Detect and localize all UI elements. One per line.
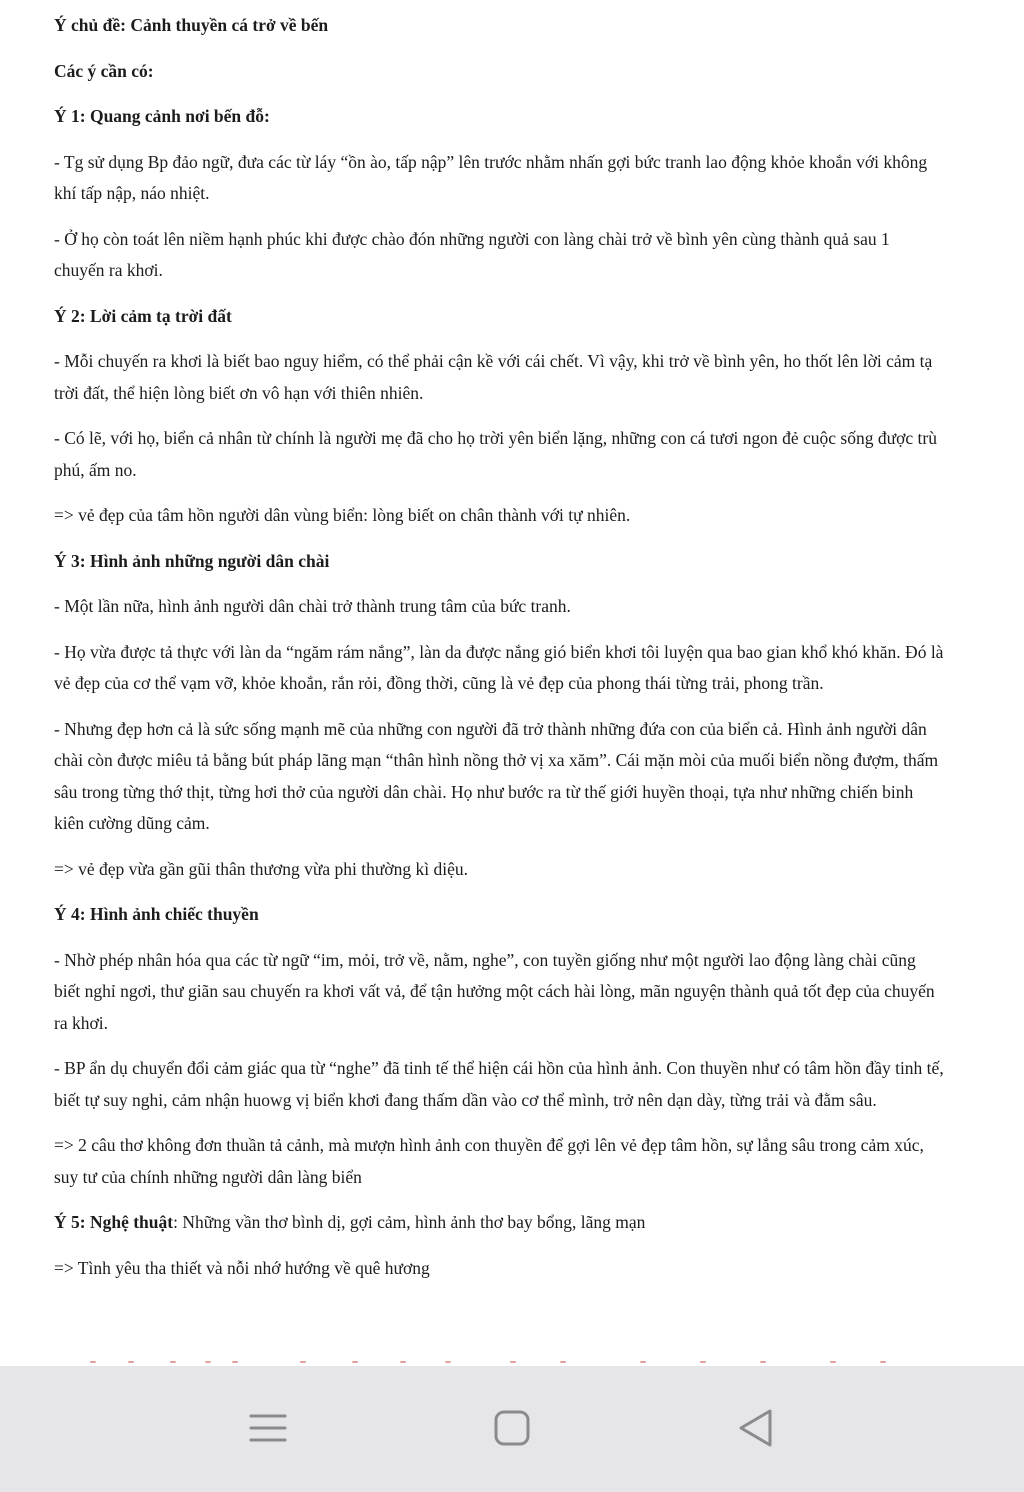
- cut-off-text-fragment: [510, 1361, 516, 1363]
- topic-line: [54, 10, 944, 42]
- topic-text: Cảnh thuyền cá trở về bến: [130, 15, 329, 35]
- cut-off-text-fragment: [830, 1361, 836, 1363]
- idea3-summary: => vẻ đẹp vừa gần gũi thân thương vừa phi thường kì diệu.: [54, 858, 468, 879]
- cut-off-text-fragment: [170, 1361, 176, 1363]
- idea2-paragraph: - Mỗi chuyến ra khơi là biết bao nguy hiểm, có thể phải cận kề với cái chết. Vì vậy, khi trở về bình yên, ho thốt lên lời cảm tạ trời đất, thể hiện lòng biết ơn vô hạn với thiên nhiên.: [54, 351, 933, 403]
- cut-off-text-fragment: [400, 1361, 406, 1363]
- idea4-summary: => 2 câu thơ không đơn thuần tả cảnh, mà mượn hình ảnh con thuyền để gợi lên vẻ đẹp tâm hồn, sự lắng sâu trong cảm xúc, suy tư của chính những người dân làng biển: [54, 1135, 924, 1187]
- idea4-paragraph: - BP ẩn dụ chuyển đổi cảm giác qua từ “nghe” đã tinh tế thể hiện cái hồn của hình ảnh. Con thuyền như có tâm hồn đầy tinh tế, biết tự suy nghi, cảm nhận huowg vị biển khơi đang thấm dần vào cơ thể mình, trở nên dạn dày, từng trải và đằm sâu.: [54, 1058, 944, 1110]
- cut-off-text-fragment: [232, 1361, 238, 1363]
- conclusion: => Tình yêu tha thiết và nỗi nhớ hướng về quê hương: [54, 1257, 430, 1278]
- required-ideas-label: Các ý cần có:: [54, 60, 154, 81]
- idea5-text: : Những vần thơ bình dị, gợi cảm, hình ảnh thơ bay bổng, lãng mạn: [173, 1212, 646, 1232]
- cut-off-text-fragment: [880, 1361, 886, 1363]
- cut-off-text-fragment: [445, 1361, 451, 1363]
- back-button[interactable]: [734, 1406, 778, 1450]
- idea4-title: Ý 4: Hình ảnh chiếc thuyền: [54, 904, 259, 924]
- cut-off-text-line: [0, 1358, 1024, 1366]
- idea2-paragraph: - Có lẽ, với họ, biển cả nhân từ chính là người mẹ đã cho họ trời yên biển lặng, những con cá tươi ngon đẻ cuộc sống được trù phú, ấm no.: [54, 428, 937, 480]
- idea2-title: Ý 2: Lời cảm tạ trời đất: [54, 305, 232, 326]
- system-navigation-bar: [0, 1366, 1024, 1492]
- cut-off-text-fragment: [560, 1361, 566, 1363]
- recent-apps-button[interactable]: [246, 1406, 290, 1450]
- idea5-title: Ý 5: Nghệ thuật: [54, 1212, 174, 1232]
- menu-lines-icon: [246, 1406, 290, 1450]
- idea3-title: Ý 3: Hình ảnh những người dân chài: [54, 550, 330, 571]
- idea1-paragraph: - Tg sử dụng Bp đảo ngữ, đưa các từ láy “ồn ào, tấp nập” lên trước nhằm nhấn gợi bức tranh lao động khỏe khoắn với không khí tấp nập, náo nhiệt.: [54, 151, 928, 203]
- idea1-paragraph: - Ở họ còn toát lên niềm hạnh phúc khi được chào đón những người con làng chài trở về bình yên cùng thành quả sau 1 chuyến ra khơi.: [54, 228, 890, 280]
- cut-off-text-fragment: [90, 1361, 96, 1363]
- topic-label: Ý chủ đề:: [54, 15, 126, 35]
- idea3-paragraph: - Nhưng đẹp hơn cả là sức sống mạnh mẽ của những con người đã trở thành những đứa con của biển cả. Hình ảnh người dân chài còn được miêu tả bằng bút pháp lãng mạn “thân hình nồng thở vị xa xăm”. Cái mặn mòi của muối biển nồng đượm, thấm sâu trong từng thớ thịt, từng hơi thở của người dân chài. Họ như bước ra từ thế giới huyền thoại, tựa như những chiến binh kiên cường dũng cảm.: [54, 718, 939, 833]
- cut-off-text-fragment: [300, 1361, 306, 1363]
- cut-off-text-fragment: [760, 1361, 766, 1363]
- idea3-paragraph: - Họ vừa được tả thực với làn da “ngăm rám nắng”, làn da được nắng gió biển khơi tôi luyện qua bao gian khổ khó khăn. Đó là vẻ đẹp của cơ thể vạm vỡ, khỏe khoắn, rắn rỏi, đồng thời, cũng là vẻ đẹp của phong thái từng trải, phong trần.: [54, 641, 944, 693]
- idea2-summary: => vẻ đẹp của tâm hồn người dân vùng biển: lòng biết on chân thành với tự nhiên.: [54, 505, 631, 525]
- cut-off-text-fragment: [205, 1361, 211, 1363]
- idea3-paragraph: - Một lần nữa, hình ảnh người dân chài trở thành trung tâm của bức tranh.: [54, 596, 571, 616]
- rounded-square-icon: [490, 1406, 534, 1450]
- idea4-paragraph: - Nhờ phép nhân hóa qua các từ ngữ “im, mỏi, trở về, nằm, nghe”, con tuyền giống như một người lao động làng chài cũng biết nghỉ ngơi, thư giãn sau chuyến ra khơi vất vả, để tận hưởng một cách hài lòng, mãn nguyện thành quả tốt đẹp của chuyến ra khơi.: [54, 949, 935, 1033]
- cut-off-text-fragment: [128, 1361, 134, 1363]
- cut-off-text-fragment: [640, 1361, 646, 1363]
- triangle-back-icon: [734, 1406, 778, 1450]
- home-button[interactable]: [490, 1406, 534, 1450]
- idea1-title: Ý 1: Quang cảnh nơi bến đỗ:: [54, 106, 270, 126]
- cut-off-text-fragment: [352, 1361, 358, 1363]
- document-content: [54, 10, 944, 1298]
- idea5-line: [54, 1207, 944, 1239]
- cut-off-text-fragment: [700, 1361, 706, 1363]
